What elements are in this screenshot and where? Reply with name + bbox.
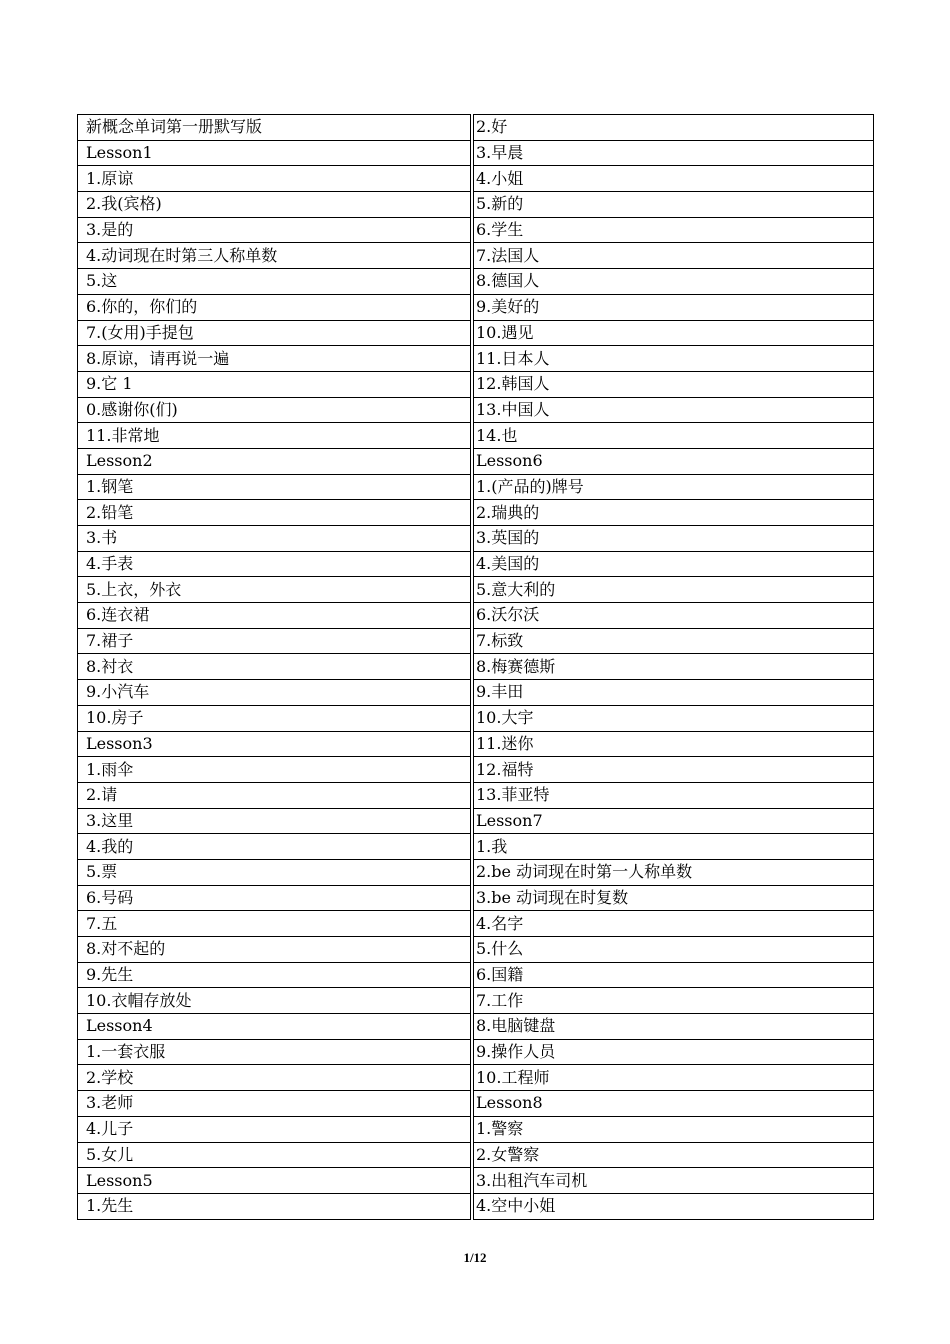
right-cell: 9.操作人员 [472,1039,874,1065]
right-cell: 6.国籍 [472,962,874,988]
right-cell: 6.学生 [472,217,874,243]
left-cell: 3.老师 [78,1091,473,1117]
right-cell: 5.新的 [472,192,874,218]
table-row [78,859,874,885]
left-cell: 10.房子 [78,705,473,731]
page-number: 1/12 [463,1250,487,1265]
table-row [78,294,874,320]
right-cell: 2.瑞典的 [472,500,874,526]
table-row [78,500,874,526]
right-cell: 2.be 动词现在时第一人称单数 [472,859,874,885]
right-cell: 13.菲亚特 [472,782,874,808]
right-cell: 5.意大利的 [472,577,874,603]
right-cell: Lesson6 [472,448,874,474]
left-cell: 6.你的，你们的 [78,294,473,320]
right-cell: 10.遇见 [472,320,874,346]
right-cell: 6.沃尔沃 [472,603,874,629]
right-cell: 13.中国人 [472,397,874,423]
left-cell: 2.我(宾格) [78,192,473,218]
right-cell: 1.(产品的)牌号 [472,474,874,500]
table-row [78,628,874,654]
table-row [78,1014,874,1040]
table-row [78,1065,874,1091]
right-cell: 4.空中小姐 [472,1193,874,1219]
left-cell: 2.铅笔 [78,500,473,526]
left-cell: 9.小汽车 [78,680,473,706]
table-row [78,680,874,706]
table-row [78,603,874,629]
table-row [78,166,874,192]
right-cell: 12.福特 [472,757,874,783]
right-cell: 1.警察 [472,1116,874,1142]
table-row [78,474,874,500]
left-cell: 4.手表 [78,551,473,577]
left-cell: 5.女儿 [78,1142,473,1168]
left-cell: 1.钢笔 [78,474,473,500]
left-cell: 3.这里 [78,808,473,834]
table-row [78,937,874,963]
left-cell: 8.原谅，请再说一遍 [78,346,473,372]
right-cell: 14.也 [472,423,874,449]
right-cell: Lesson8 [472,1091,874,1117]
left-cell: 1.原谅 [78,166,473,192]
left-cell: 9.它 1 [78,371,473,397]
table-row [78,988,874,1014]
table-row [78,526,874,552]
left-cell: 新概念单词第一册默写版 [78,115,473,141]
left-cell: 6.号码 [78,885,473,911]
left-cell: 5.这 [78,269,473,295]
left-cell: 7.(女用)手提包 [78,320,473,346]
left-cell: 2.请 [78,782,473,808]
right-cell: 8.梅赛德斯 [472,654,874,680]
right-cell: 12.韩国人 [472,371,874,397]
right-cell: 11.迷你 [472,731,874,757]
left-cell: 2.学校 [78,1065,473,1091]
right-cell: 10.工程师 [472,1065,874,1091]
right-cell: 9.丰田 [472,680,874,706]
table-row [78,885,874,911]
right-cell: 3.出租汽车司机 [472,1168,874,1194]
right-cell: 3.早晨 [472,140,874,166]
table-row [78,782,874,808]
left-cell: 3.书 [78,526,473,552]
right-cell: 4.小姐 [472,166,874,192]
right-cell: 7.工作 [472,988,874,1014]
right-cell: 9.美好的 [472,294,874,320]
right-cell: 10.大宇 [472,705,874,731]
table-row [78,115,874,141]
table-row [78,1116,874,1142]
table-row [78,1039,874,1065]
right-cell: 2.好 [472,115,874,141]
left-cell: 5.上衣，外衣 [78,577,473,603]
vocabulary-table [77,114,874,1220]
left-cell: 4.我的 [78,834,473,860]
left-cell: Lesson5 [78,1168,473,1194]
left-cell: Lesson3 [78,731,473,757]
table-row [78,654,874,680]
table-row [78,962,874,988]
table-row [78,757,874,783]
left-cell: Lesson4 [78,1014,473,1040]
left-cell: 1.雨伞 [78,757,473,783]
left-cell: 7.五 [78,911,473,937]
table-row [78,1193,874,1219]
table-row [78,911,874,937]
table-row [78,834,874,860]
right-cell: 1.我 [472,834,874,860]
right-cell: 4.美国的 [472,551,874,577]
right-cell: 8.电脑键盘 [472,1014,874,1040]
right-cell: 2.女警察 [472,1142,874,1168]
right-cell: 8.德国人 [472,269,874,295]
table-row [78,423,874,449]
table-body [78,115,874,1220]
left-cell: 4.儿子 [78,1116,473,1142]
table-row [78,448,874,474]
left-cell: Lesson2 [78,448,473,474]
right-cell: Lesson7 [472,808,874,834]
right-cell: 3.be 动词现在时复数 [472,885,874,911]
table-row [78,1168,874,1194]
left-cell: 8.对不起的 [78,937,473,963]
table-row [78,731,874,757]
left-cell: 9.先生 [78,962,473,988]
left-cell: 10.衣帽存放处 [78,988,473,1014]
table-row [78,808,874,834]
right-cell: 7.法国人 [472,243,874,269]
right-cell: 11.日本人 [472,346,874,372]
table-row [78,371,874,397]
table-row [78,551,874,577]
table-row [78,192,874,218]
left-cell: 5.票 [78,859,473,885]
table-row [78,577,874,603]
table-row [78,140,874,166]
left-cell: 3.是的 [78,217,473,243]
left-cell: 4.动词现在时第三人称单数 [78,243,473,269]
table-row [78,269,874,295]
right-cell: 3.英国的 [472,526,874,552]
left-cell: 1.先生 [78,1193,473,1219]
table-row [78,1091,874,1117]
table-row [78,217,874,243]
right-cell: 5.什么 [472,937,874,963]
table-row [78,705,874,731]
table-row [78,346,874,372]
right-cell: 7.标致 [472,628,874,654]
table-row [78,1142,874,1168]
left-cell: Lesson1 [78,140,473,166]
left-cell: 7.裙子 [78,628,473,654]
table-row [78,397,874,423]
left-cell: 1.一套衣服 [78,1039,473,1065]
left-cell: 8.衬衣 [78,654,473,680]
left-cell: 6.连衣裙 [78,603,473,629]
table-row [78,243,874,269]
right-cell: 4.名字 [472,911,874,937]
left-cell: 0.感谢你(们) [78,397,473,423]
left-cell: 11.非常地 [78,423,473,449]
table-row [78,320,874,346]
